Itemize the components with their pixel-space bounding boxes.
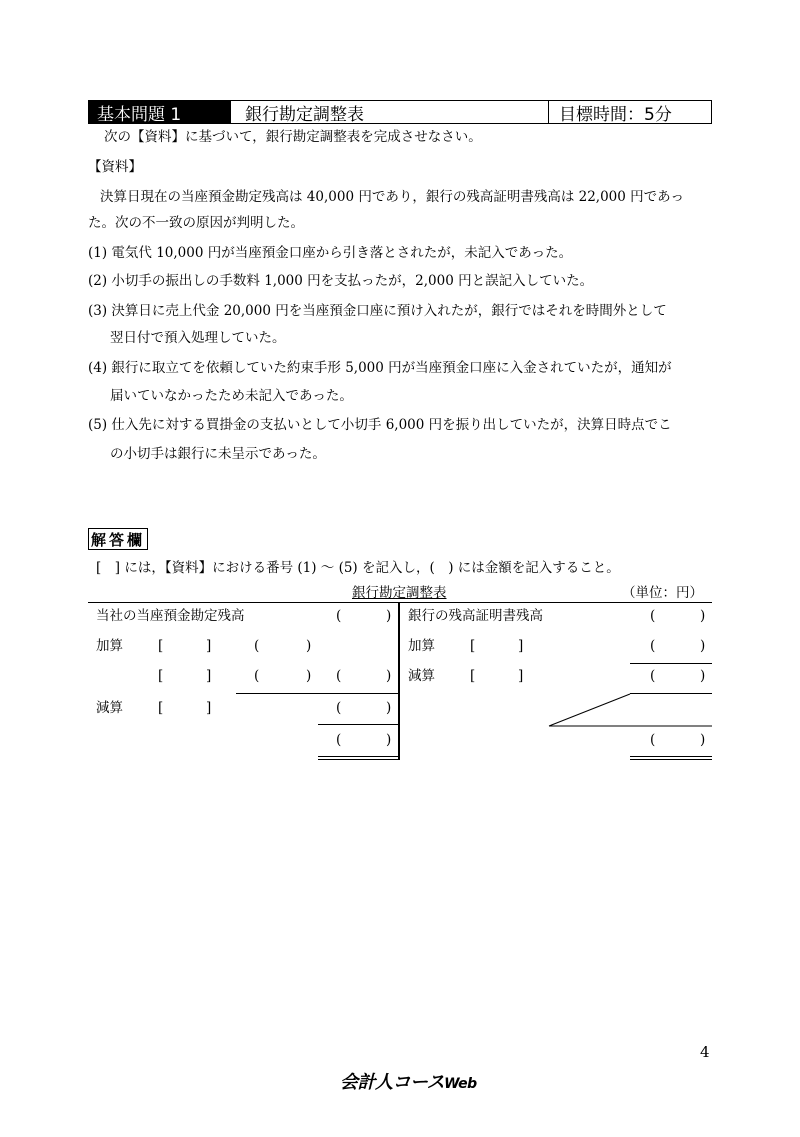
table-title: 銀行勘定調整表 [352, 585, 447, 601]
answer-note: [ ] には，【資料】における番号 (1) ～ (5) を記入し，( ) には金額を記入すること。 [96, 560, 620, 576]
left-add-total-open[interactable]: ( [336, 668, 342, 684]
material-item-2: (2) 小切手の振出しの手数料 1,000 円を支払ったが，2,000 円と誤記入していた。 [88, 273, 594, 289]
problem-title: 銀行勘定調整表 [231, 101, 549, 123]
right-sub-no-open[interactable]: [ [470, 668, 476, 684]
materials-intro-1: 決算日現在の当座預金勘定残高は 40,000 円であり，銀行の残高証明書残高は 22,000 円であっ [100, 189, 685, 205]
left-sub-label: 減算 [96, 700, 123, 716]
left-add-label: 加算 [96, 638, 123, 654]
logo-main-text: 会計人コース [340, 1072, 445, 1093]
right-total-open[interactable]: ( [650, 732, 656, 748]
unit-label: （単位：円） [622, 585, 703, 601]
right-add-no-open[interactable]: [ [470, 638, 476, 654]
left-add1-no-open[interactable]: [ [158, 638, 164, 654]
left-total-close[interactable]: ) [386, 732, 392, 748]
problem-header [88, 100, 712, 124]
left-total-double-rule-1 [318, 756, 398, 757]
right-total-close[interactable]: ) [700, 732, 706, 748]
diagonal-cancel-line [548, 692, 714, 728]
right-title-amount-close[interactable]: ) [700, 608, 706, 624]
left-add1-amt-close[interactable]: ) [306, 638, 312, 654]
material-item-1: (1) 電気代 10,000 円が当座預金口座から引き落とされたが，未記入であった。 [88, 245, 573, 261]
left-sub-amt-open[interactable]: ( [336, 700, 342, 716]
table-center-rule [398, 602, 400, 760]
table-top-rule [88, 602, 712, 603]
left-add2-no-open[interactable]: [ [158, 668, 164, 684]
right-sub-amt-close[interactable]: ) [700, 668, 706, 684]
left-add2-amt-open[interactable]: ( [254, 668, 260, 684]
material-item-5-cont: の小切手は銀行に未呈示であった。 [110, 446, 326, 462]
material-item-4-cont: 届いていなかったため未記入であった。 [110, 388, 353, 404]
right-add-rule [630, 663, 712, 664]
left-add2-amt-close[interactable]: ) [306, 668, 312, 684]
left-sub-rule [318, 724, 398, 725]
left-total-open[interactable]: ( [336, 732, 342, 748]
left-title-amount-close[interactable]: ) [386, 608, 392, 624]
instruction: 次の【資料】に基づいて，銀行勘定調整表を完成させなさい。 [104, 129, 482, 145]
right-add-no-close[interactable]: ] [518, 638, 524, 654]
right-total-double-rule-2 [630, 759, 712, 760]
left-add-total-close[interactable]: ) [386, 668, 392, 684]
target-time: 目標時間：5分 [559, 104, 672, 125]
left-add2-no-close[interactable]: ] [206, 668, 212, 684]
answer-label: 解答欄 [88, 528, 148, 550]
page-number: 4 [700, 1043, 710, 1061]
right-add-label: 加算 [408, 638, 435, 654]
right-sub-amt-open[interactable]: ( [650, 668, 656, 684]
left-add1-amt-open[interactable]: ( [254, 638, 260, 654]
logo-web-text: Web [444, 1076, 477, 1092]
publisher-logo [340, 1068, 477, 1094]
right-add-amt-open[interactable]: ( [650, 638, 656, 654]
left-add-subtotal-rule [236, 693, 398, 694]
left-total-double-rule-2 [318, 759, 398, 760]
left-add1-no-close[interactable]: ] [206, 638, 212, 654]
left-sub-no-open[interactable]: [ [158, 700, 164, 716]
right-title: 銀行の残高証明書残高 [408, 608, 543, 624]
left-title: 当社の当座預金勘定残高 [96, 608, 245, 624]
material-item-3-cont: 翌日付で預入処理していた。 [110, 330, 286, 346]
material-item-4: (4) 銀行に取立てを依頼していた約束手形 5,000 円が当座預金口座に入金されていたが，通知が [88, 360, 672, 376]
right-sub-label: 減算 [408, 668, 435, 684]
right-add-amt-close[interactable]: ) [700, 638, 706, 654]
left-title-amount-open[interactable]: ( [336, 608, 342, 624]
problem-number: 基本問題 1 [89, 101, 231, 123]
right-total-double-rule-1 [630, 756, 712, 757]
material-item-5: (5) 仕入先に対する買掛金の支払いとして小切手 6,000 円を振り出していたが，決算日時点でこ [88, 417, 672, 433]
left-sub-no-close[interactable]: ] [206, 700, 212, 716]
left-sub-amt-close[interactable]: ) [386, 700, 392, 716]
right-sub-no-close[interactable]: ] [518, 668, 524, 684]
material-item-3: (3) 決算日に売上代金 20,000 円を当座預金口座に預け入れたが，銀行ではそれを時間外として [88, 303, 667, 319]
materials-intro-2: た。次の不一致の原因が判明した。 [88, 215, 304, 231]
materials-heading: 【資料】 [88, 159, 142, 175]
right-title-amount-open[interactable]: ( [650, 608, 656, 624]
